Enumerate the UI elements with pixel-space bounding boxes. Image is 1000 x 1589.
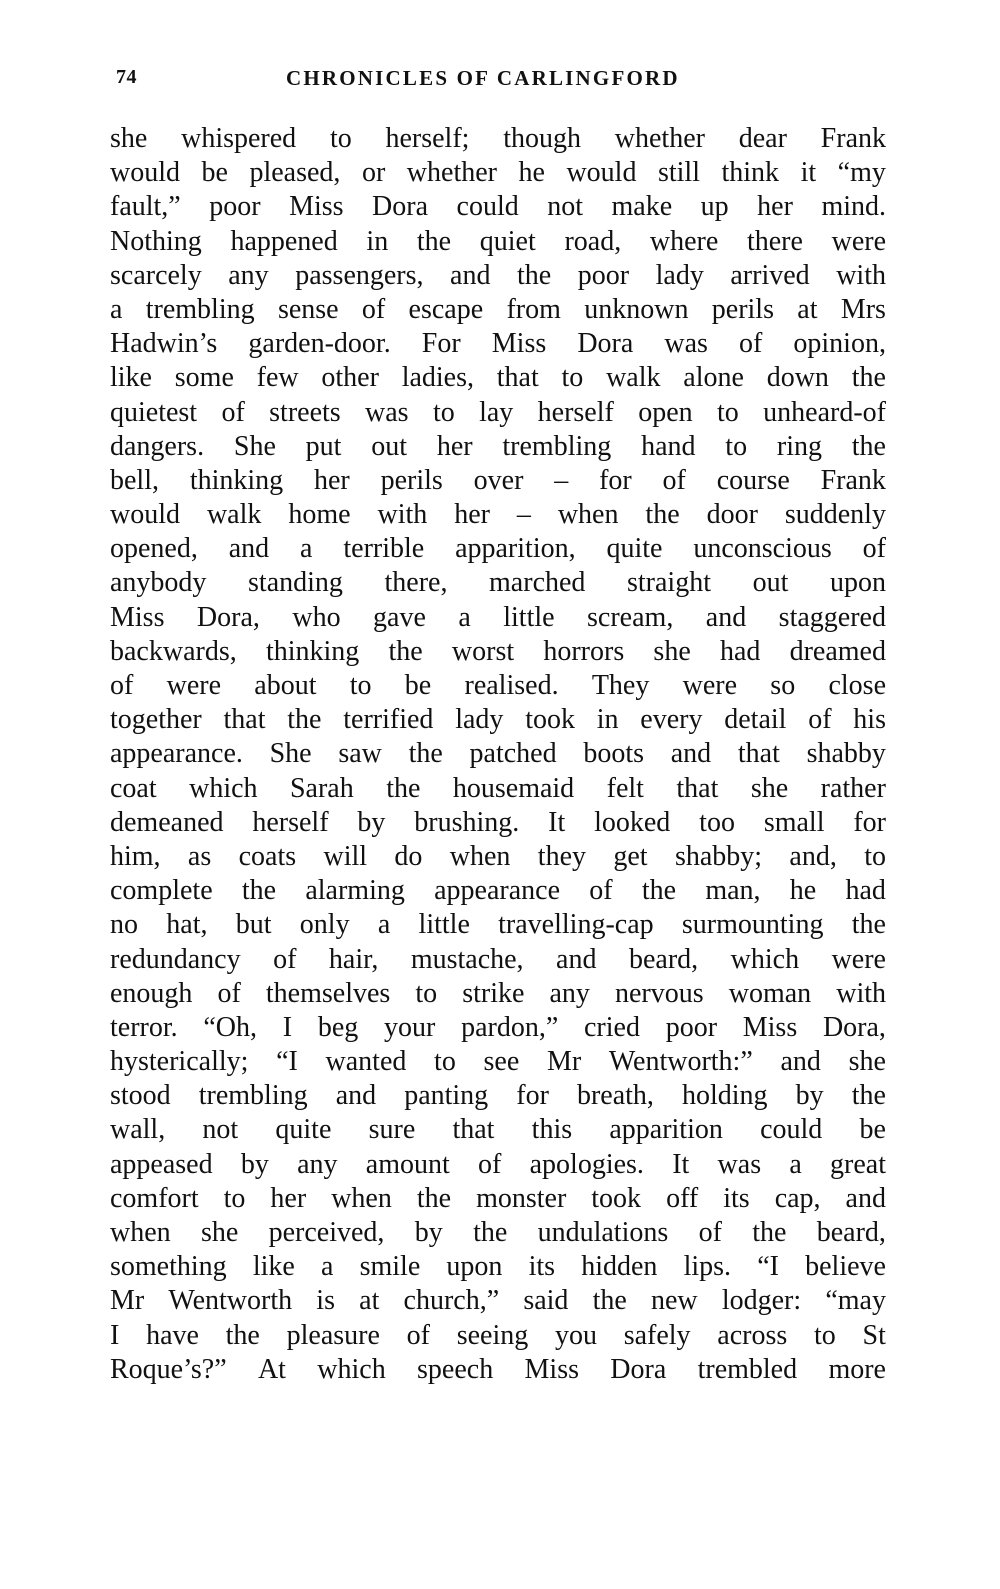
text-line: appearance. She saw the patched boots and that shabby	[110, 738, 886, 770]
text-line: anybody standing there, marched straight out upon	[110, 567, 886, 599]
running-head	[116, 66, 886, 96]
text-line: scarcely any passengers, and the poor lady arrived with	[110, 259, 886, 291]
page-number: 74	[116, 66, 137, 88]
body-text	[110, 122, 886, 1387]
text-line: of were about to be realised. They were so close	[110, 670, 886, 701]
text-line: Roque’s?” At which speech Miss Dora trembled more	[110, 1353, 886, 1385]
text-line: a trembling sense of escape from unknown perils at Mrs	[110, 293, 886, 325]
text-line: when she perceived, by the undulations of the beard,	[110, 1217, 886, 1248]
text-line: wall, not quite sure that this apparition could be	[110, 1114, 886, 1146]
text-line: hysterically; “I wanted to see Mr Wentworth:” and she	[110, 1046, 886, 1078]
text-line: together that the terrified lady took in every detail of his	[110, 704, 886, 736]
text-line: would be pleased, or whether he would still think it “my	[110, 157, 886, 189]
text-line: Miss Dora, who gave a little scream, and staggered	[110, 601, 886, 633]
text-line: redundancy of hair, mustache, and beard, which were	[110, 943, 886, 975]
running-title: CHRONICLES OF CARLINGFORD	[286, 66, 680, 90]
text-line: stood trembling and panting for breath, holding by the	[110, 1080, 886, 1112]
text-line: something like a smile upon its hidden lips. “I believe	[110, 1251, 886, 1283]
text-line: comfort to her when the monster took off its cap, and	[110, 1182, 886, 1214]
text-line: Nothing happened in the quiet road, where there were	[110, 225, 886, 257]
text-line: appeased by any amount of apologies. It was a great	[110, 1148, 886, 1180]
text-line: enough of themselves to strike any nervous woman with	[110, 977, 886, 1009]
text-line: demeaned herself by brushing. It looked too small for	[110, 806, 886, 838]
text-line: bell, thinking her perils over – for of course Frank	[110, 464, 886, 496]
text-line: opened, and a terrible apparition, quite unconscious of	[110, 533, 886, 565]
text-line: coat which Sarah the housemaid felt that she rather	[110, 772, 886, 804]
text-line: quietest of streets was to lay herself open to unheard-of	[110, 396, 886, 428]
text-line: she whispered to herself; though whether dear Frank	[110, 123, 886, 154]
text-line: him, as coats will do when they get shabby; and, to	[110, 840, 886, 872]
text-line: I have the pleasure of seeing you safely across to St	[110, 1319, 886, 1351]
text-line: terror. “Oh, I beg your pardon,” cried poor Miss Dora,	[110, 1011, 886, 1043]
text-line: like some few other ladies, that to walk alone down the	[110, 362, 886, 394]
text-line: would walk home with her – when the door suddenly	[110, 499, 886, 531]
text-line: backwards, thinking the worst horrors she had dreamed	[110, 635, 886, 667]
text-line: Hadwin’s garden-door. For Miss Dora was of opinion,	[110, 328, 886, 360]
text-line: fault,” poor Miss Dora could not make up her mind.	[110, 191, 886, 223]
text-line: complete the alarming appearance of the man, he had	[110, 875, 886, 907]
text-line: Mr Wentworth is at church,” said the new lodger: “may	[110, 1285, 886, 1317]
text-line: no hat, but only a little travelling-cap surmounting the	[110, 909, 886, 941]
text-line: dangers. She put out her trembling hand to ring the	[110, 430, 886, 462]
